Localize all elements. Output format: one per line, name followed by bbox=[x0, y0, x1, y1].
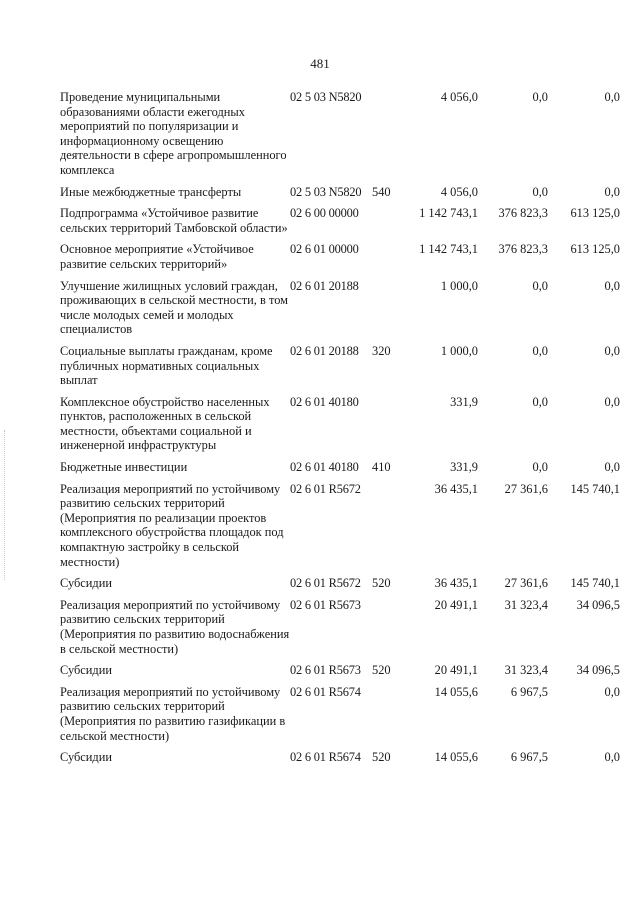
row-code: 02 6 00 00000 bbox=[290, 206, 359, 221]
row-name: Реализация мероприятий по устойчивому развитию сельских территорий (Мероприятия по развитию газификации в сельской местности) bbox=[60, 684, 286, 743]
row-value-2: 0,0 bbox=[532, 184, 548, 199]
row-value-2: 31 323,4 bbox=[504, 597, 548, 612]
row-name: Социальные выплаты гражданам, кроме публичных нормативных социальных выплат bbox=[60, 343, 273, 388]
row-type: 410 bbox=[372, 460, 391, 475]
row-type: 320 bbox=[372, 343, 391, 358]
row-value-1: 20 491,1 bbox=[434, 597, 478, 612]
row-type bbox=[372, 90, 400, 185]
row-name: Основное мероприятие «Устойчивое развитие сельских территорий» bbox=[60, 242, 254, 271]
row-code: 02 6 01 40180 bbox=[290, 460, 359, 475]
row-value-2: 376 823,3 bbox=[498, 206, 548, 221]
row-value-3: 145 740,1 bbox=[570, 576, 620, 591]
row-value-2: 0,0 bbox=[532, 90, 548, 104]
row-code: 02 6 01 R5673 bbox=[290, 597, 361, 612]
table-row bbox=[60, 598, 620, 663]
row-code: 02 5 03 N5820 bbox=[290, 184, 362, 199]
row-code: 02 6 01 00000 bbox=[290, 242, 359, 257]
row-type bbox=[372, 395, 400, 460]
row-type: 520 bbox=[372, 663, 391, 678]
row-code: 02 6 01 R5672 bbox=[290, 481, 361, 496]
row-value-1: 36 435,1 bbox=[434, 481, 478, 496]
row-name: Подпрограмма «Устойчивое развитие сельских территорий Тамбовской области» bbox=[60, 206, 288, 235]
table-row bbox=[60, 395, 620, 460]
row-value-3: 0,0 bbox=[604, 90, 620, 104]
row-name: Субсидии bbox=[60, 663, 112, 678]
row-value-3: 34 096,5 bbox=[576, 663, 620, 678]
row-value-1: 331,9 bbox=[450, 394, 478, 409]
row-value-1: 36 435,1 bbox=[434, 576, 478, 591]
row-name: Улучшение жилищных условий граждан, проживающих в сельской местности, в том числе молодых семей и молодых специалистов bbox=[60, 278, 288, 337]
row-value-1: 1 000,0 bbox=[440, 343, 478, 358]
row-code: 02 6 01 R5674 bbox=[290, 684, 361, 699]
row-value-3: 0,0 bbox=[604, 750, 620, 765]
row-type bbox=[372, 482, 400, 577]
row-value-2: 6 967,5 bbox=[510, 750, 548, 765]
row-value-1: 4 056,0 bbox=[440, 90, 478, 104]
row-value-1: 14 055,6 bbox=[434, 750, 478, 765]
row-type: 540 bbox=[372, 184, 391, 199]
row-value-3: 613 125,0 bbox=[570, 206, 620, 221]
table-row bbox=[60, 482, 620, 577]
table-row bbox=[60, 576, 620, 598]
row-name: Комплексное обустройство населенных пунктов, расположенных в сельской местности, объектами социальной и инженерной инфраструктуры bbox=[60, 394, 270, 453]
row-value-3: 0,0 bbox=[604, 394, 620, 409]
table-row bbox=[60, 750, 620, 772]
row-value-3: 613 125,0 bbox=[570, 242, 620, 257]
table-row bbox=[60, 185, 620, 207]
row-value-1: 1 142 743,1 bbox=[419, 206, 478, 221]
margin-mark bbox=[4, 430, 11, 580]
row-value-2: 27 361,6 bbox=[504, 481, 548, 496]
table-row bbox=[60, 206, 620, 242]
row-value-3: 0,0 bbox=[604, 343, 620, 358]
row-value-3: 0,0 bbox=[604, 278, 620, 293]
row-value-3: 0,0 bbox=[604, 460, 620, 475]
row-value-2: 31 323,4 bbox=[504, 663, 548, 678]
row-name: Бюджетные инвестиции bbox=[60, 460, 188, 475]
table-row bbox=[60, 242, 620, 278]
row-type: 520 bbox=[372, 750, 391, 765]
row-type bbox=[372, 242, 400, 278]
page-number: 481 bbox=[310, 56, 330, 71]
row-value-2: 6 967,5 bbox=[510, 684, 548, 699]
row-name: Субсидии bbox=[60, 750, 112, 765]
budget-table-body bbox=[60, 90, 620, 772]
row-value-2: 0,0 bbox=[532, 394, 548, 409]
row-value-2: 376 823,3 bbox=[498, 242, 548, 257]
row-code: 02 6 01 R5672 bbox=[290, 576, 361, 591]
row-value-1: 20 491,1 bbox=[434, 663, 478, 678]
row-code: 02 6 01 R5674 bbox=[290, 750, 361, 765]
row-value-1: 14 055,6 bbox=[434, 684, 478, 699]
budget-table bbox=[60, 90, 620, 772]
table-row bbox=[60, 685, 620, 750]
table-row bbox=[60, 279, 620, 344]
row-value-1: 1 142 743,1 bbox=[419, 242, 478, 257]
row-type bbox=[372, 279, 400, 344]
table-row bbox=[60, 663, 620, 685]
row-value-1: 1 000,0 bbox=[440, 278, 478, 293]
row-value-3: 0,0 bbox=[604, 184, 620, 199]
row-code: 02 6 01 R5673 bbox=[290, 663, 361, 678]
row-value-3: 145 740,1 bbox=[570, 481, 620, 496]
row-code: 02 6 01 20188 bbox=[290, 343, 359, 358]
row-name: Реализация мероприятий по устойчивому развитию сельских территорий (Мероприятия по развитию водоснабжения в сельской местности) bbox=[60, 597, 290, 656]
row-value-3: 0,0 bbox=[604, 684, 620, 699]
row-type bbox=[372, 685, 400, 750]
row-name: Иные межбюджетные трансферты bbox=[60, 184, 242, 199]
row-value-2: 0,0 bbox=[532, 460, 548, 475]
row-name: Реализация мероприятий по устойчивому развитию сельских территорий (Мероприятия по реализации проектов комплексного обустройства площадок под компактную застройку в сельской местности) bbox=[60, 481, 284, 569]
row-value-2: 27 361,6 bbox=[504, 576, 548, 591]
row-value-1: 4 056,0 bbox=[440, 184, 478, 199]
row-value-2: 0,0 bbox=[532, 343, 548, 358]
row-value-1: 331,9 bbox=[450, 460, 478, 475]
row-type bbox=[372, 598, 400, 663]
table-row bbox=[60, 460, 620, 482]
row-type: 520 bbox=[372, 576, 391, 591]
row-name: Субсидии bbox=[60, 576, 112, 591]
row-code: 02 6 01 20188 bbox=[290, 278, 359, 293]
row-value-3: 34 096,5 bbox=[576, 597, 620, 612]
row-code: 02 5 03 N5820 bbox=[290, 90, 362, 104]
table-row bbox=[60, 90, 620, 185]
row-type bbox=[372, 206, 400, 242]
row-code: 02 6 01 40180 bbox=[290, 394, 359, 409]
table-row bbox=[60, 344, 620, 395]
row-name: Проведение муниципальными образованиями области ежегодных мероприятий по популяризации и информационному освещению деятельности в сфере агропромышленного комплекса bbox=[60, 90, 287, 177]
row-value-2: 0,0 bbox=[532, 278, 548, 293]
